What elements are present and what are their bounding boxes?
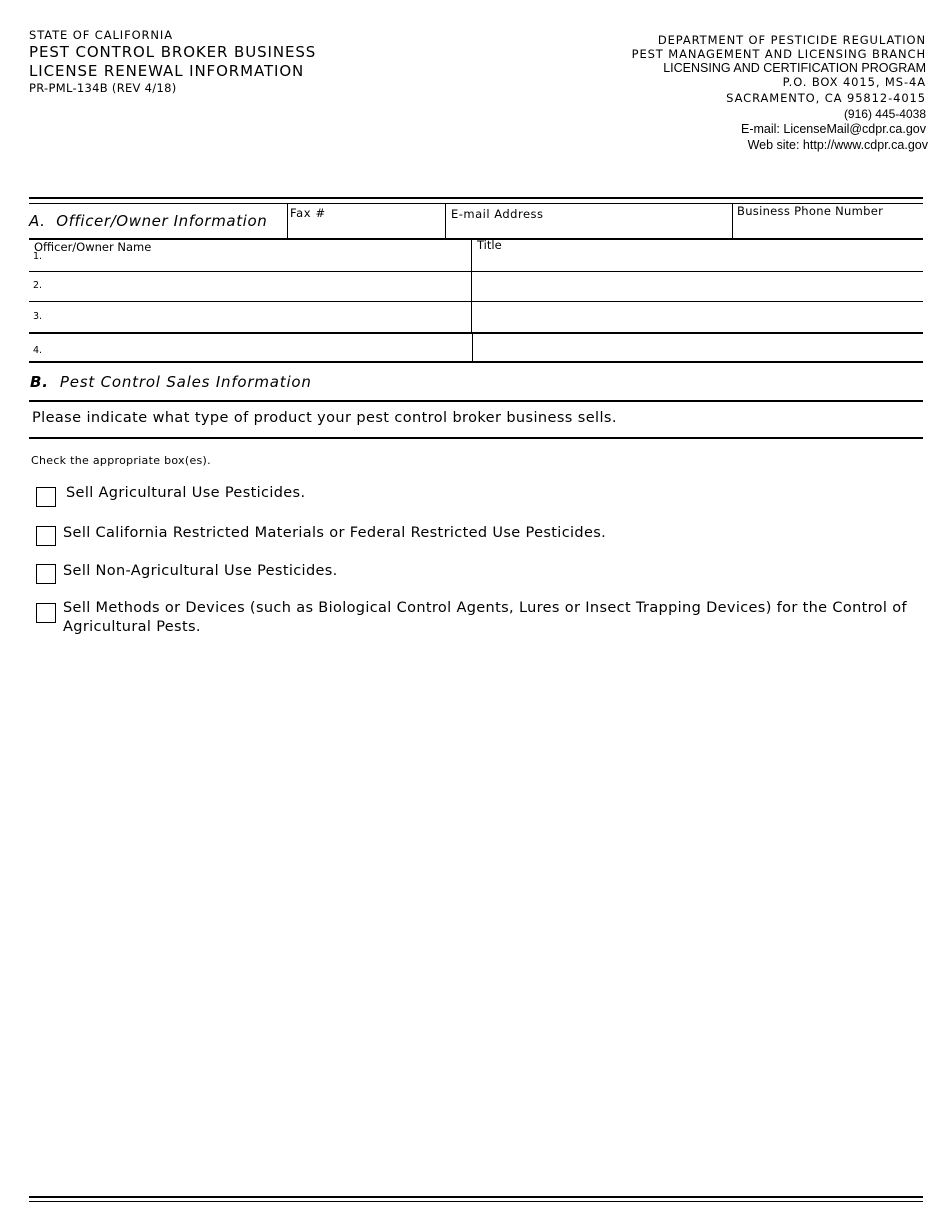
form-title-line2: LICENSE RENEWAL INFORMATION (29, 62, 305, 80)
form-title-line1: PEST CONTROL BROKER BUSINESS (29, 43, 317, 61)
agricultural-use-label: Sell Agricultural Use Pesticides. (66, 485, 306, 501)
section-b-letter: B. (30, 373, 49, 391)
officer-name-label: Officer/Owner Name (34, 240, 152, 254)
divider (445, 203, 446, 238)
row-number: 4. (33, 345, 43, 356)
title-label: Title (477, 238, 502, 252)
officer-title-input-4[interactable] (478, 340, 919, 358)
non-agricultural-use-label: Sell Non-Agricultural Use Pesticides. (63, 563, 338, 579)
section-a-top-rule (29, 197, 923, 199)
divider (472, 333, 473, 361)
divider (29, 332, 923, 334)
website: Web site: http://www.cdpr.ca.gov (747, 138, 928, 152)
section-b-prompt: Please indicate what type of product your pest control broker business sells. (32, 410, 617, 426)
divider (732, 203, 733, 238)
divider (29, 361, 923, 363)
methods-devices-label: Sell Methods or Devices (such as Biological Control Agents, Lures or Insect Trapping Devices) for the Control of (63, 600, 907, 616)
business-phone-label: Business Phone Number (737, 204, 884, 218)
officer-name-input-4[interactable] (48, 340, 466, 358)
fax-label: Fax # (290, 206, 326, 220)
program-name: LICENSING AND CERTIFICATION PROGRAM (663, 61, 926, 75)
officer-name-input-3[interactable] (48, 310, 466, 328)
email-input[interactable] (451, 222, 729, 237)
row-number: 2. (33, 280, 43, 291)
restricted-materials-checkbox[interactable] (36, 526, 56, 546)
methods-devices-checkbox[interactable] (36, 603, 56, 623)
officer-name-input-1[interactable] (48, 253, 466, 269)
section-b-heading (30, 373, 312, 391)
phone-number: (916) 445-4038 (843, 107, 926, 121)
footer-rule-thin (29, 1201, 923, 1202)
email-label: E-mail Address (451, 207, 544, 221)
officer-name-input-2[interactable] (48, 280, 466, 298)
divider (29, 437, 923, 439)
business-phone-input[interactable] (737, 219, 919, 236)
check-instruction: Check the appropriate box(es). (31, 454, 211, 467)
fax-input[interactable] (291, 221, 441, 236)
section-a-letter: A. (29, 212, 46, 230)
divider (29, 238, 923, 240)
agricultural-use-checkbox[interactable] (36, 487, 56, 507)
form-id: PR-PML-134B (REV 4/18) (29, 81, 177, 95)
section-a-heading (29, 212, 267, 230)
row-number: 1. (33, 251, 43, 262)
officer-title-input-2[interactable] (477, 280, 919, 298)
po-box: P.O. BOX 4015, MS-4A (782, 75, 926, 89)
section-b-title: Pest Control Sales Information (59, 373, 312, 391)
officer-title-input-3[interactable] (477, 310, 919, 328)
divider (29, 400, 923, 402)
divider (29, 301, 923, 302)
divider (287, 203, 288, 238)
contact-email: E-mail: LicenseMail@cdpr.ca.gov (741, 122, 926, 136)
non-agricultural-use-checkbox[interactable] (36, 564, 56, 584)
footer-rule (29, 1196, 923, 1198)
divider (471, 240, 472, 333)
row-number: 3. (33, 311, 43, 322)
branch-name: PEST MANAGEMENT AND LICENSING BRANCH (631, 47, 926, 61)
officer-title-input-1[interactable] (477, 253, 919, 269)
restricted-materials-label: Sell California Restricted Materials or Federal Restricted Use Pesticides. (63, 525, 607, 541)
state-label: STATE OF CALIFORNIA (29, 28, 173, 42)
city-zip: SACRAMENTO, CA 95812-4015 (726, 91, 926, 105)
section-a-title: Officer/Owner Information (56, 212, 268, 230)
methods-devices-label-line2: Agricultural Pests. (63, 619, 201, 635)
department-name: DEPARTMENT OF PESTICIDE REGULATION (657, 33, 926, 47)
divider (29, 271, 923, 272)
